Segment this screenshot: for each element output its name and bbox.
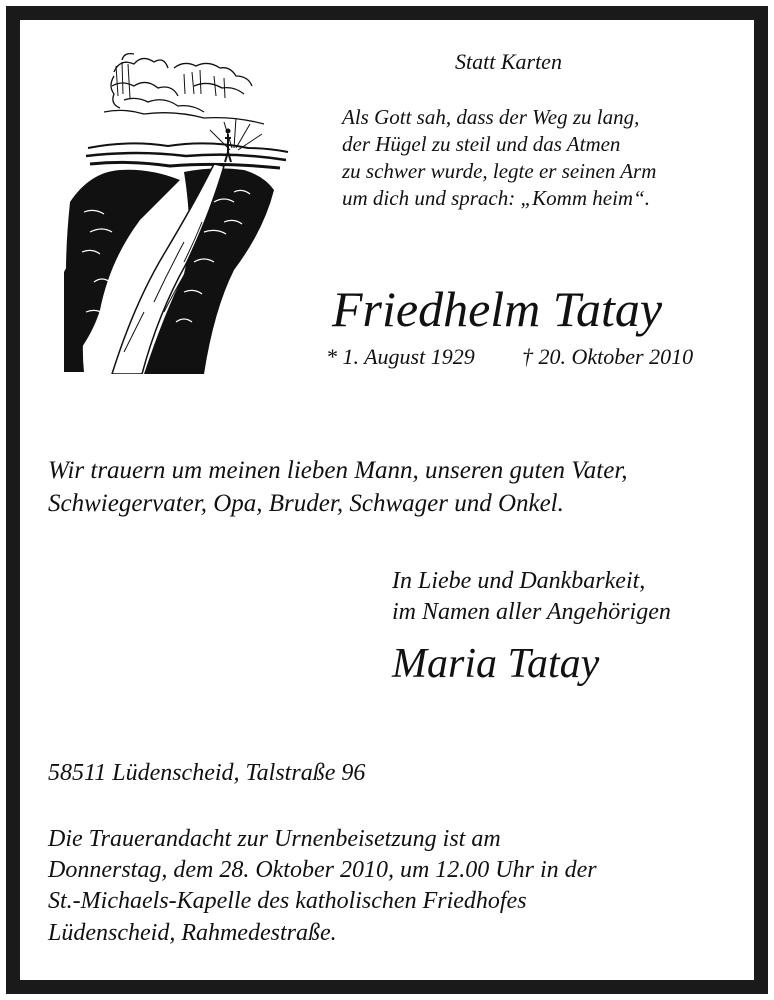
closing-line: In Liebe und Dankbarkeit, xyxy=(392,568,646,594)
verse-line: zu schwer wurde, legte er seinen Arm xyxy=(342,158,657,183)
verse-line: Als Gott sah, dass der Weg zu lang, xyxy=(342,105,640,129)
closing-text xyxy=(392,566,671,628)
signatory-name: Maria Tatay xyxy=(392,641,600,687)
service-line: Die Trauerandacht zur Urnenbeisetzung ist am xyxy=(48,826,501,852)
mourning-line: Wir trauern um meinen lieben Mann, unseren guten Vater, xyxy=(48,457,628,484)
mourning-line: Schwiegervater, Opa, Bruder, Schwager und Onkel. xyxy=(48,489,564,517)
path-landscape-illustration xyxy=(64,52,289,374)
header-text: Statt Karten xyxy=(455,49,562,74)
service-line: St.-Michaels-Kapelle des katholischen Friedhofes xyxy=(48,888,527,915)
closing-line: im Namen aller Angehörigen xyxy=(392,599,671,626)
verse-line: um dich und sprach: „Komm heim“. xyxy=(342,185,650,210)
verse xyxy=(342,104,656,212)
deceased-name: Friedhelm Tatay xyxy=(332,281,663,337)
death-date: † 20. Oktober 2010 xyxy=(522,344,694,369)
mourning-text xyxy=(48,455,628,520)
birth-date: * 1. August 1929 xyxy=(326,344,475,369)
service-line: Donnerstag, dem 28. Oktober 2010, um 12.00 Uhr in der xyxy=(48,857,597,884)
address: 58511 Lüdenscheid, Talstraße 96 xyxy=(48,760,366,786)
service-line: Lüdenscheid, Rahmedestraße. xyxy=(48,919,337,946)
verse-line: der Hügel zu steil und das Atmen xyxy=(342,131,621,156)
service-text xyxy=(48,824,597,949)
